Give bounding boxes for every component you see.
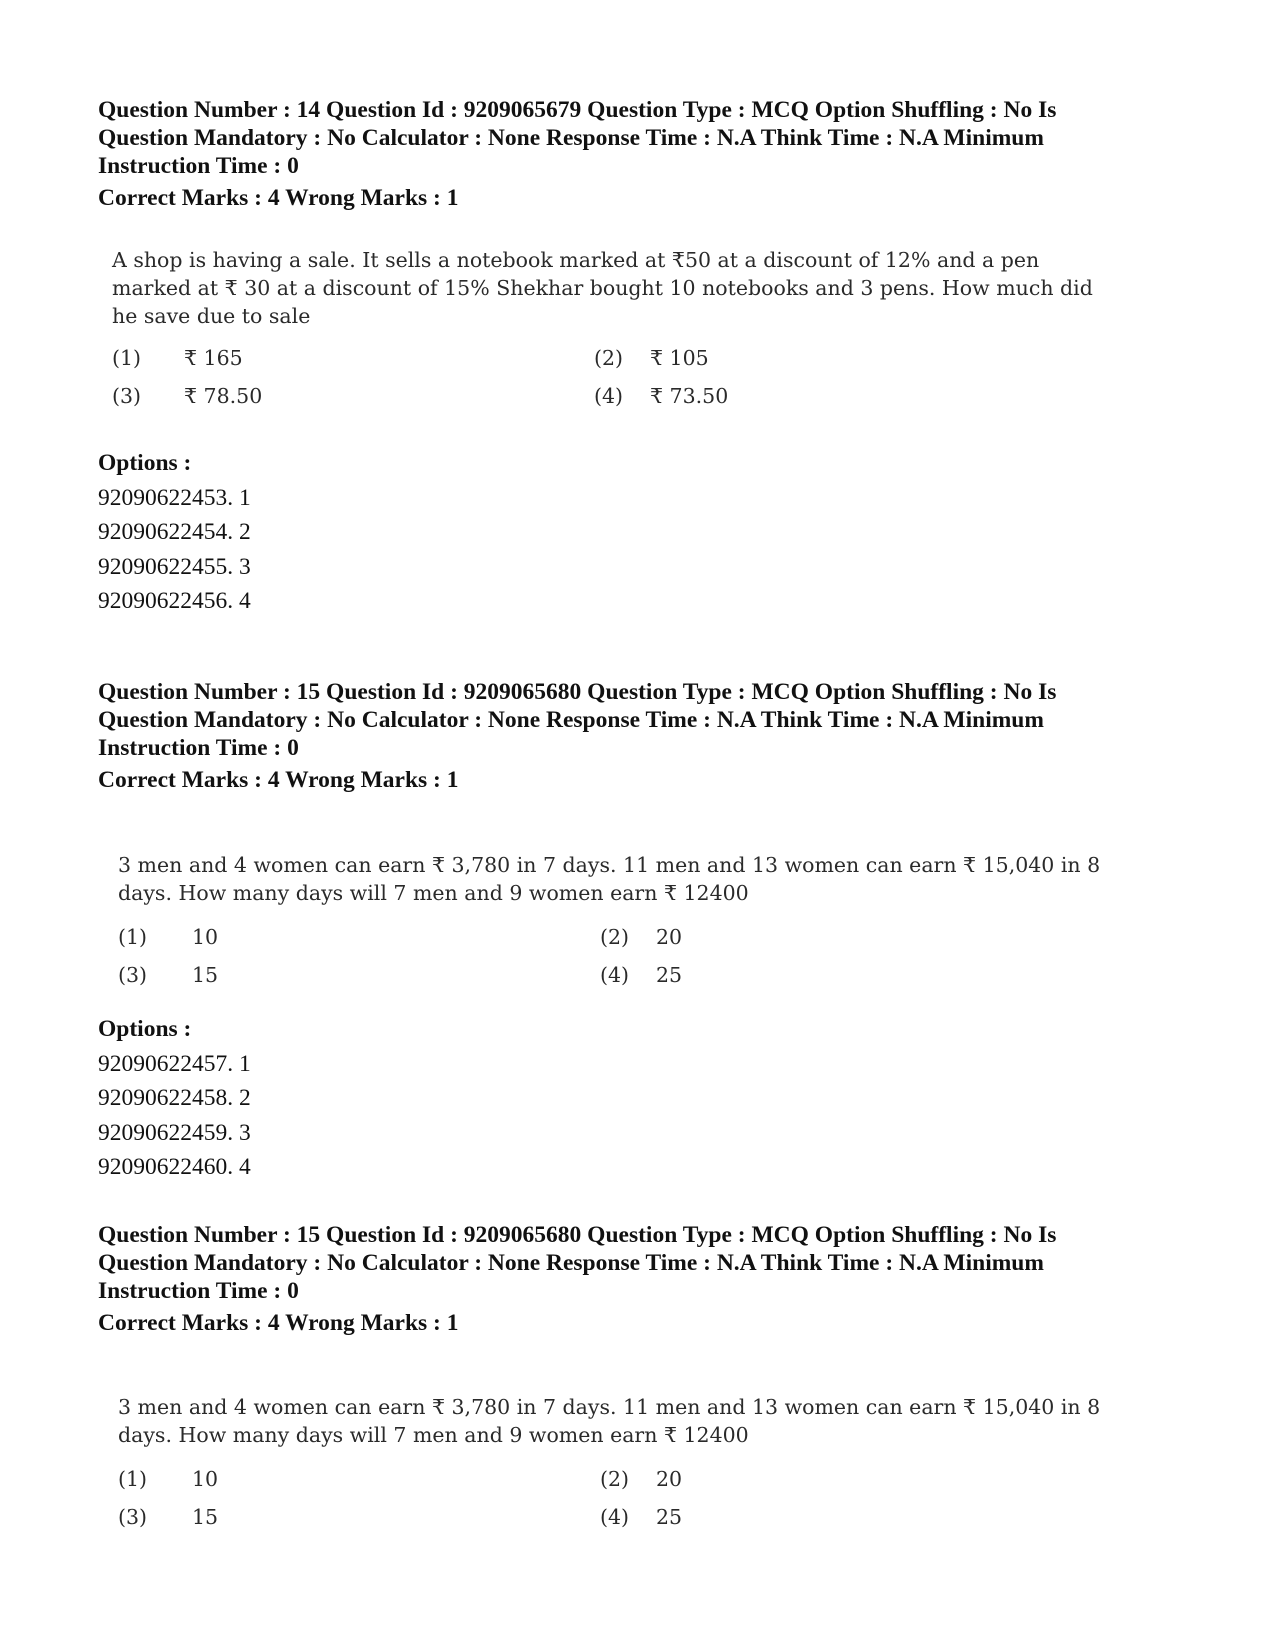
- option-item: 92090622454. 2: [98, 519, 251, 545]
- question-marks: Correct Marks : 4 Wrong Marks : 1: [98, 1310, 459, 1336]
- choice-value: 10: [192, 925, 219, 949]
- question-header-15: [98, 678, 1138, 794]
- question-stem: A shop is having a sale. It sells a notebook marked at ₹50 at a discount of 12% and a pen marked at ₹ 30 at a discount of 15% Shekhar bought 10 notebooks and 3 pens. How much did he save due to sale: [112, 248, 1093, 328]
- question-header-14: [98, 96, 1138, 212]
- question-marks: Correct Marks : 4 Wrong Marks : 1: [98, 767, 459, 793]
- choice-number: (1): [112, 346, 142, 370]
- question-meta: Question Number : 14 Question Id : 9209065679 Question Type : MCQ Option Shuffling : No Is Question Mandatory : No Calculator : None Response Time : N.A Think Time : N.A Minimum Instruction Time : 0: [98, 97, 1057, 179]
- choice-number: (2): [600, 925, 630, 949]
- options-heading: Options :: [98, 1016, 192, 1042]
- option-item: 92090622459. 3: [98, 1119, 251, 1146]
- choice-number: (1): [118, 1467, 148, 1491]
- choice-value: 15: [192, 963, 219, 987]
- choice-number: (3): [118, 963, 148, 987]
- choice-value: 15: [192, 1505, 219, 1529]
- choice-number: (3): [118, 1505, 148, 1529]
- choice-value: ₹ 73.50: [650, 384, 729, 408]
- question-marks: Correct Marks : 4 Wrong Marks : 1: [98, 185, 459, 211]
- choice-value: ₹ 165: [184, 346, 243, 370]
- option-item: 92090622456. 4: [98, 588, 251, 614]
- choice-number: (4): [600, 1505, 630, 1529]
- choice-value: ₹ 78.50: [184, 384, 263, 408]
- option-item: 92090622457. 1: [98, 1050, 251, 1077]
- option-item: 92090622458. 2: [98, 1085, 251, 1111]
- choice-number: (3): [112, 384, 142, 408]
- question-meta: Question Number : 15 Question Id : 9209065680 Question Type : MCQ Option Shuffling : No Is Question Mandatory : No Calculator : None Response Time : N.A Think Time : N.A Minimum Instruction Time : 0: [98, 679, 1057, 761]
- option-item: 92090622460. 4: [98, 1154, 251, 1180]
- question-header-15-repeat: [98, 1221, 1138, 1337]
- question-meta: Question Number : 15 Question Id : 9209065680 Question Type : MCQ Option Shuffling : No Is Question Mandatory : No Calculator : None Response Time : N.A Think Time : N.A Minimum Instruction Time : 0: [98, 1222, 1057, 1304]
- option-item: 92090622455. 3: [98, 553, 251, 580]
- question-stem: 3 men and 4 women can earn ₹ 3,780 in 7 days. 11 men and 13 women can earn ₹ 15,040 in 8 days. How many days will 7 men and 9 women earn ₹ 12400: [118, 853, 1101, 905]
- options-list: [98, 1012, 251, 1185]
- choice-value: 10: [192, 1467, 219, 1491]
- question-stem: 3 men and 4 women can earn ₹ 3,780 in 7 days. 11 men and 13 women can earn ₹ 15,040 in 8 days. How many days will 7 men and 9 women earn ₹ 12400: [118, 1395, 1101, 1447]
- choice-value: 25: [656, 963, 683, 987]
- choice-number: (2): [600, 1467, 630, 1491]
- option-item: 92090622453. 1: [98, 484, 251, 511]
- choice-number: (4): [600, 963, 630, 987]
- choice-value: 20: [656, 925, 683, 949]
- options-list: [98, 446, 251, 619]
- choice-value: 20: [656, 1467, 683, 1491]
- options-heading: Options :: [98, 450, 192, 476]
- choice-number: (4): [594, 384, 624, 408]
- choice-number: (1): [118, 925, 148, 949]
- choice-number: (2): [594, 346, 624, 370]
- choice-value: 25: [656, 1505, 683, 1529]
- choice-value: ₹ 105: [650, 346, 709, 370]
